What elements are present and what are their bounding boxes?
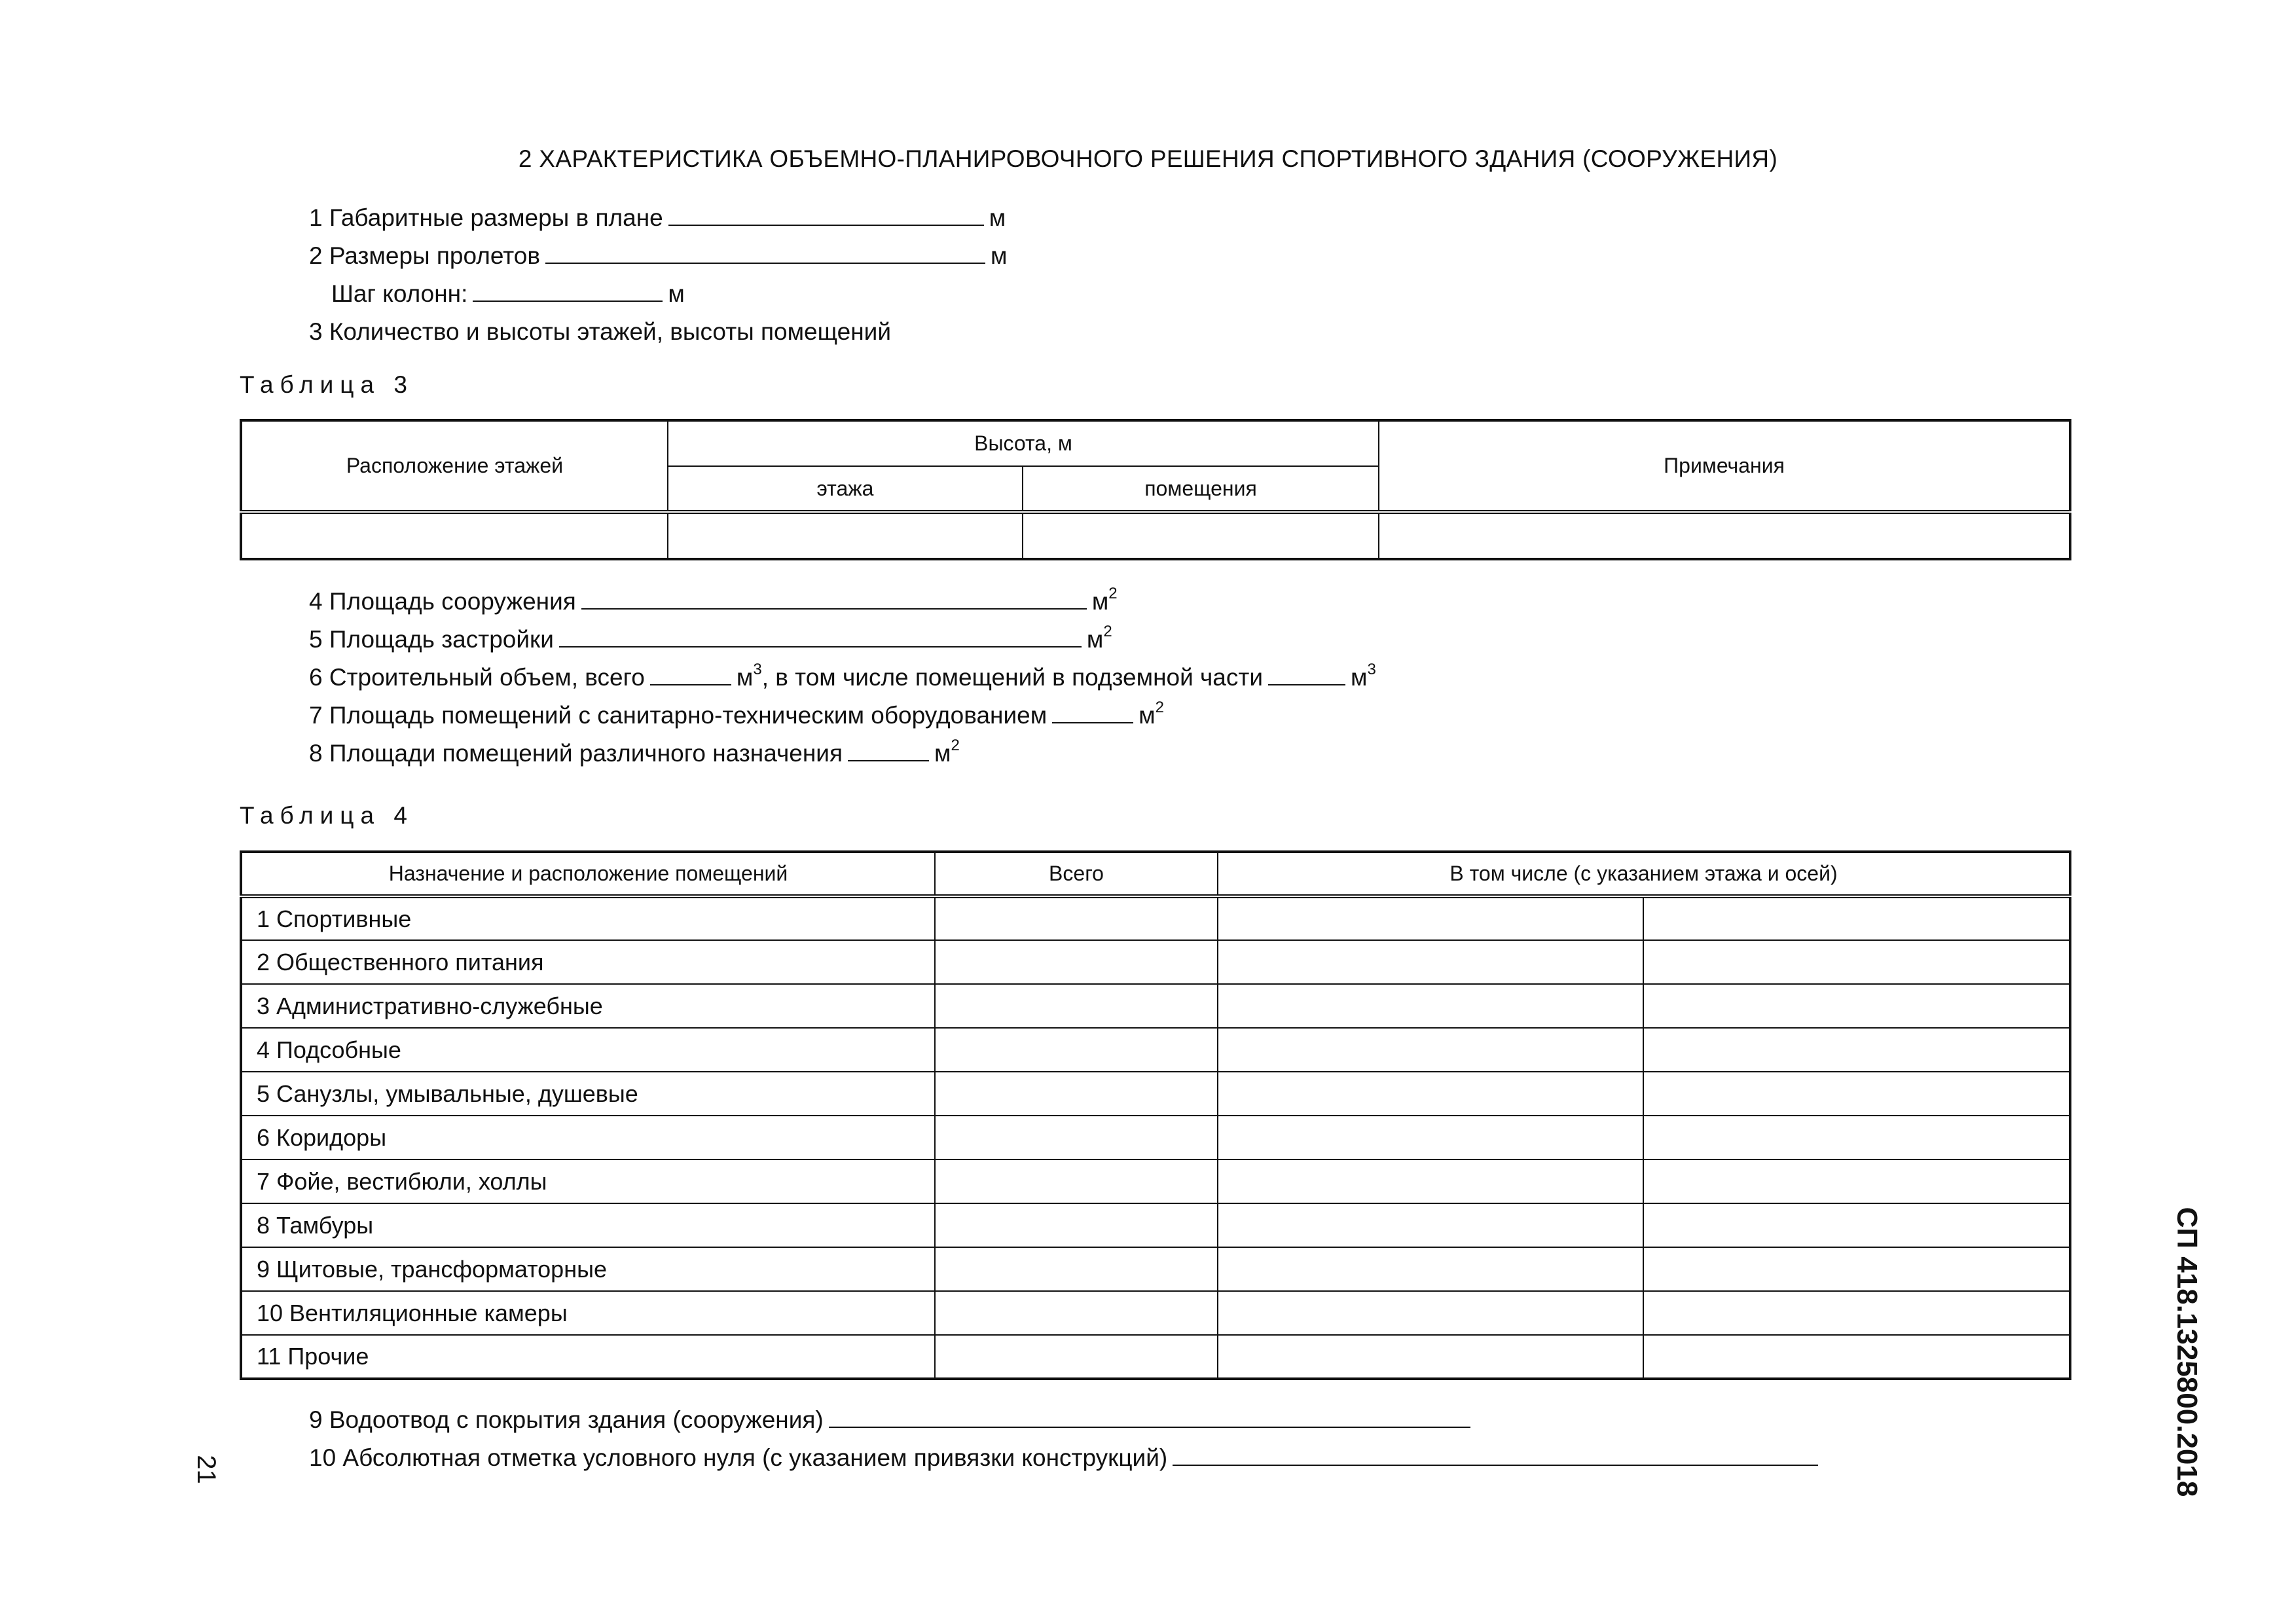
item-roof-drainage — [309, 1406, 1476, 1434]
table-cell[interactable] — [935, 896, 1218, 940]
header-floor-location: Расположение этажей — [241, 420, 668, 512]
row-label: 7 Фойе, вестибюли, холлы — [241, 1159, 935, 1203]
section-title: 2 ХАРАКТЕРИСТИКА ОБЪЕМНО-ПЛАНИРОВОЧНОГО РЕШЕНИЯ СПОРТИВНОГО ЗДАНИЯ (СООРУЖЕНИЯ) — [518, 145, 1778, 172]
item-label: 9 Водоотвод с покрытия здания (сооружения) — [309, 1406, 824, 1433]
fill-blank[interactable] — [545, 243, 985, 264]
table-cell[interactable] — [1218, 1247, 1643, 1291]
table-cell[interactable] — [1643, 1291, 2070, 1335]
item-label: 1 Габаритные размеры в плане — [309, 204, 663, 231]
table-cell[interactable] — [1643, 1072, 2070, 1116]
table-cell[interactable] — [241, 512, 668, 559]
fill-blank[interactable] — [1173, 1445, 1818, 1466]
table-row — [241, 1335, 2070, 1379]
row-label: 9 Щитовые, трансформаторные — [241, 1247, 935, 1291]
item-label: 10 Абсолютная отметка условного нуля (с указанием привязки конструкций) — [309, 1444, 1168, 1471]
page-number: 21 — [191, 1455, 221, 1484]
fill-blank[interactable] — [1052, 702, 1133, 723]
header-total: Всего — [935, 852, 1218, 896]
item-label: 7 Площадь помещений с санитарно-техническим оборудованием — [309, 702, 1048, 729]
table-cell[interactable] — [935, 1159, 1218, 1203]
row-label: 10 Вентиляционные камеры — [241, 1291, 935, 1335]
table-cell[interactable] — [668, 512, 1023, 559]
table-row — [241, 1159, 2070, 1203]
table-cell[interactable] — [1643, 984, 2070, 1028]
table-cell[interactable] — [1643, 1203, 2070, 1247]
table-cell[interactable] — [1643, 940, 2070, 984]
table-row — [241, 1116, 2070, 1159]
table-row — [241, 512, 2070, 559]
table-cell[interactable] — [1643, 896, 2070, 940]
header-height-room: помещения — [1023, 466, 1379, 512]
table-cell[interactable] — [935, 984, 1218, 1028]
item-various-areas — [309, 736, 960, 767]
unit-exponent: 3 — [1367, 660, 1376, 678]
unit-exponent: 3 — [753, 660, 762, 678]
unit: м — [1139, 702, 1156, 729]
table-row — [241, 1072, 2070, 1116]
table-row — [241, 1203, 2070, 1247]
row-label: 2 Общественного питания — [241, 940, 935, 984]
row-label: 4 Подсобные — [241, 1028, 935, 1072]
table-row — [241, 984, 2070, 1028]
table-cell[interactable] — [935, 1291, 1218, 1335]
table-cell[interactable] — [1218, 1203, 1643, 1247]
header-height: Высота, м — [668, 420, 1379, 466]
unit: м — [1351, 664, 1368, 691]
table-cell[interactable] — [1218, 896, 1643, 940]
item-label: Шаг колонн: — [331, 280, 468, 307]
table-cell[interactable] — [1643, 1116, 2070, 1159]
row-label: 3 Административно-служебные — [241, 984, 935, 1028]
fill-blank[interactable] — [559, 627, 1082, 647]
unit: м — [990, 242, 1008, 269]
item-building-area — [309, 622, 1112, 653]
table-cell[interactable] — [1643, 1335, 2070, 1379]
fill-blank[interactable] — [1268, 665, 1345, 685]
table3-caption: Таблица 3 — [240, 371, 414, 398]
item-label: 2 Размеры пролетов — [309, 242, 540, 269]
table-cell[interactable] — [935, 1116, 1218, 1159]
header-notes: Примечания — [1379, 420, 2070, 512]
item-span-sizes — [309, 242, 1007, 270]
table-cell[interactable] — [1218, 1335, 1643, 1379]
unit: м — [668, 280, 685, 307]
table-row — [241, 1028, 2070, 1072]
table-cell[interactable] — [935, 1335, 1218, 1379]
table4-caption: Таблица 4 — [240, 802, 414, 829]
unit: м — [1091, 588, 1109, 615]
table-3 — [240, 419, 2071, 560]
table-cell[interactable] — [1218, 1116, 1643, 1159]
item-structure-area — [309, 584, 1118, 615]
table-cell[interactable] — [935, 1247, 1218, 1291]
table-cell[interactable] — [935, 940, 1218, 984]
unit-exponent: 2 — [1108, 584, 1118, 602]
fill-blank[interactable] — [829, 1407, 1470, 1428]
item-label: 8 Площади помещений различного назначения — [309, 740, 843, 767]
unit: м — [934, 740, 951, 767]
table-cell[interactable] — [1218, 940, 1643, 984]
fill-blank[interactable] — [668, 205, 984, 226]
row-label: 8 Тамбуры — [241, 1203, 935, 1247]
table-cell[interactable] — [935, 1203, 1218, 1247]
table-4 — [240, 850, 2071, 1380]
header-including: В том числе (с указанием этажа и осей) — [1218, 852, 2070, 896]
table-row — [241, 896, 2070, 940]
row-label: 11 Прочие — [241, 1335, 935, 1379]
fill-blank[interactable] — [848, 740, 929, 761]
unit: м — [989, 204, 1006, 231]
table-cell[interactable] — [1379, 512, 2070, 559]
table-cell[interactable] — [1643, 1247, 2070, 1291]
item-label-continued: , в том числе помещений в подземной части — [761, 664, 1263, 691]
header-purpose: Назначение и расположение помещений — [241, 852, 935, 896]
fill-blank[interactable] — [473, 281, 663, 302]
unit: м — [736, 664, 754, 691]
table-cell[interactable] — [1643, 1159, 2070, 1203]
table-cell[interactable] — [1218, 984, 1643, 1028]
unit-exponent: 2 — [1103, 622, 1112, 640]
table-cell[interactable] — [1218, 1291, 1643, 1335]
table-cell[interactable] — [935, 1028, 1218, 1072]
row-label: 1 Спортивные — [241, 896, 935, 940]
item-building-volume — [309, 660, 1376, 691]
item-label: 5 Площадь застройки — [309, 626, 554, 653]
item-floors-heights: 3 Количество и высоты этажей, высоты помещений — [309, 318, 892, 345]
document-code: СП 418.1325800.2018 — [2171, 1207, 2203, 1497]
table-cell[interactable] — [1218, 1159, 1643, 1203]
table-row — [241, 1291, 2070, 1335]
table-row — [241, 1247, 2070, 1291]
item-sanitary-area — [309, 698, 1164, 729]
item-zero-mark — [309, 1444, 1823, 1472]
item-label: 6 Строительный объем, всего — [309, 664, 645, 691]
fill-blank[interactable] — [650, 665, 731, 685]
table-row — [241, 940, 2070, 984]
item-column-pitch — [331, 280, 685, 308]
table-cell[interactable] — [1218, 1072, 1643, 1116]
table-cell[interactable] — [1023, 512, 1379, 559]
row-label: 5 Санузлы, умывальные, душевые — [241, 1072, 935, 1116]
unit-exponent: 2 — [1155, 698, 1164, 716]
table-cell[interactable] — [935, 1072, 1218, 1116]
header-height-floor: этажа — [668, 466, 1023, 512]
row-label: 6 Коридоры — [241, 1116, 935, 1159]
table-cell[interactable] — [1643, 1028, 2070, 1072]
table-cell[interactable] — [1218, 1028, 1643, 1072]
item-label: 4 Площадь сооружения — [309, 588, 576, 615]
fill-blank[interactable] — [581, 589, 1087, 610]
item-overall-dimensions — [309, 204, 1006, 232]
unit-exponent: 2 — [951, 736, 960, 754]
unit: м — [1086, 626, 1104, 653]
